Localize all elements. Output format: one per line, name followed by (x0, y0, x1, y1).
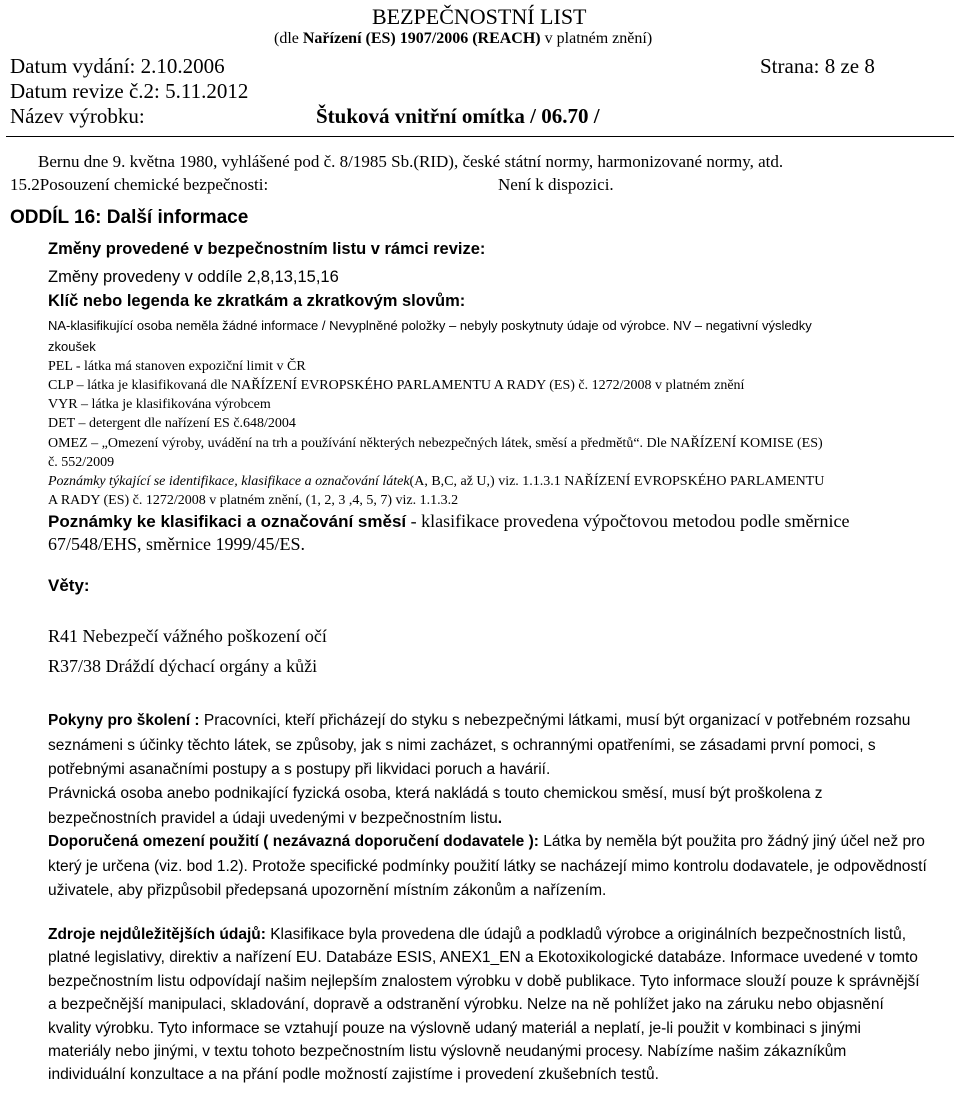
subtitle-pre: (dle (274, 30, 303, 47)
legend-omez-cont: č. 552/2009 (48, 455, 115, 470)
training-text-2: Právnická osoba anebo podnikající fyzická osoba, která nakládá s touto chemickou směsí, musí být proškolena z bezpečnostních pravidel a údaji uvedenými v bezpečnostním listu (48, 785, 823, 827)
legend-heading: Klíč nebo legenda ke zkratkám a zkratkovým slovům: (48, 292, 466, 310)
restrictions-label: Doporučená omezení použití ( nezávazná doporučení dodavatele ): (48, 833, 539, 850)
phrase-r41: R41 Nebezpečí vážného poškození očí (48, 626, 327, 646)
subtitle-regulation: Nařízení (ES) 1907/2006 (REACH) (302, 30, 541, 47)
restrictions-text: Látka by neměla být použita pro žádný jiný účel než pro který je určena (viz. bod 1.2). Protože specifické podmínky použití látky se nacházejí mimo kontrolu dodavatele, je odpovědností uživatele, aby přizpůsobil předepsaná upozornění místním zákonům a nařízením. (48, 833, 927, 899)
mixtures-notes-cont: 67/548/EHS, směrnice 1999/45/ES. (48, 534, 305, 554)
legend-na-cont: zkoušek (48, 339, 96, 354)
changes-text: Změny provedeny v oddíle 2,8,13,15,16 (48, 268, 339, 286)
legend-det: DET – detergent dle nařízení ES č.648/2004 (48, 416, 296, 431)
mixtures-notes (48, 511, 850, 532)
phrase-r37-38: R37/38 Dráždí dýchací orgány a kůži (48, 656, 318, 676)
legend-omez: OMEZ – „Omezení výroby, uvádění na trh a používání některých nebezpečných látek, směsí a předmětů“. Dle NAŘÍZENÍ KOMISE (ES) (48, 436, 823, 451)
section-16-heading: ODDÍL 16: Další informace (10, 207, 249, 228)
legend-vyr: VYR – látka je klasifikována výrobcem (48, 397, 271, 412)
mixtures-notes-label: Poznámky ke klasifikaci a označování směsí (48, 512, 407, 531)
legend-clp: CLP – látka je klasifikovaná dle NAŘÍZENÍ EVROPSKÉHO PARLAMENTU A RADY (ES) č. 1272/2008 v platném znění (48, 378, 745, 393)
header-divider (6, 136, 954, 137)
training-label: Pokyny pro školení : (48, 712, 200, 729)
sources-label: Zdroje nejdůležitějších údajů: (48, 926, 266, 943)
restrictions-paragraph (48, 830, 928, 904)
notes-identification-cont: A RADY (ES) č. 1272/2008 v platném znění, (1, 2, 3 ,4, 5, 7) viz. 1.1.3.2 (48, 493, 459, 508)
training-text-2-end: . (497, 809, 503, 827)
chemical-safety-assessment-label: 15.2Posouzení chemické bezpečnosti: (10, 175, 269, 194)
sources-paragraph (48, 923, 928, 1087)
issue-date: Datum vydání: 2.10.2006 (10, 54, 225, 78)
legend-na: NA-klasifikující osoba neměla žádné informace / Nevyplněné položky – nebyly poskytnuty údaje od výrobce. NV – negativní výsledky (48, 318, 812, 333)
notes-rest: (A, B,C, až U,) viz. 1.1.3.1 NAŘÍZENÍ EVROPSKÉHO PARLAMENTU (409, 474, 825, 489)
training-text: Pracovníci, kteří přicházejí do styku s nebezpečnými látkami, musí být organizací v potřebném rozsahu seznámeni s účinky těchto látek, se způsoby, jak s nimi zacházet, s ochrannými opatřeními, se zásadami první pomoci, s potřebnými asanačními postupy a s postupy při likvidaci poruch a havárií. (48, 712, 911, 778)
chemical-safety-assessment-value: Není k dispozici. (498, 175, 614, 194)
changes-heading: Změny provedené v bezpečnostním listu v rámci revize: (48, 240, 486, 258)
training-paragraph-2 (48, 782, 928, 831)
phrases-heading: Věty: (48, 576, 90, 595)
revision-date: Datum revize č.2: 5.11.2012 (10, 79, 249, 103)
product-label: Název výrobku: (10, 104, 145, 128)
notes-italic: Poznámky týkající se identifikace, klasifikace a označování látek (48, 474, 410, 489)
regulation-line: Bernu dne 9. května 1980, vyhlášené pod č. 8/1985 Sb.(RID), české státní normy, harmonizované normy, atd. (38, 152, 784, 171)
mixtures-notes-text: - klasifikace provedena výpočtovou metodou podle směrnice (406, 511, 850, 531)
product-name: Štuková vnitřní omítka / 06.70 / (316, 104, 600, 128)
legend-pel: PEL - látka má stanoven expoziční limit v ČR (48, 359, 306, 374)
page-number: Strana: 8 ze 8 (760, 54, 875, 78)
subtitle-post: v platném znění) (540, 30, 653, 47)
sources-text: Klasifikace byla provedena dle údajů a podkladů výrobce a originálních bezpečnostních listů, platné legislativy, direktiv a nařízení EU. Databáze ESIS, ANEX1_EN a Ekotoxikologické databáze. Informace uvedené v tomto bezpečnostním listu odpovídají našim nejlepším znalostem výrobku v době publikace. Tyto informace slouží pouze k správnější a bezpečnější manipulaci, skladování, dopravě a odstranění výrobku. Nelze na ně pohlížet jako na záruku nebo objasnění kvality výrobku. Tyto informace se vztahují pouze na výslovně udaný materiál a neplatí, je-li použit v kombinaci s jinými materiály nebo jinými, v textu tohoto bezpečnostním listu výslovně neudanými procesy. Nabízíme našim zákazníkům individuální konzultace a na přání podle možností zajistíme i provedení zkušebních testů. (48, 926, 920, 1084)
training-paragraph (48, 709, 928, 783)
document-title: BEZPEČNOSTNÍ LIST (372, 4, 587, 29)
notes-identification (48, 474, 824, 490)
document-subtitle (274, 30, 652, 48)
